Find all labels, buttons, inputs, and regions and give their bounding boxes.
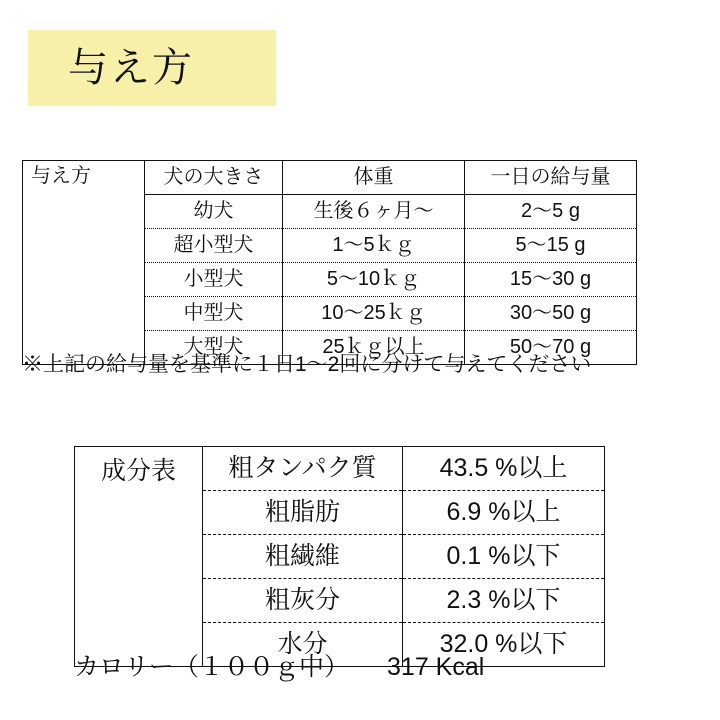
cell-size: 超小型犬	[145, 229, 283, 263]
header-amount: 一日の給与量	[465, 161, 637, 195]
cell-nutrient-value: 43.5 %以上	[439, 454, 568, 482]
cell-size: 中型犬	[145, 297, 283, 331]
cell-weight: 10〜25ｋｇ	[283, 297, 465, 331]
cell-nutrient-name: 粗脂肪	[203, 491, 403, 535]
cell-amount: 15〜30 g	[465, 263, 637, 297]
cell-size: 大型犬	[145, 331, 283, 365]
header-size: 犬の大きさ	[145, 161, 283, 195]
table-header-row	[23, 161, 637, 195]
cell-nutrient-value: 6.9 %以上	[403, 491, 605, 535]
page-title: 与え方	[68, 46, 194, 90]
cell-nutrient-value: 2.3 %以下	[403, 579, 605, 623]
cell-nutrient-name: 水分	[203, 623, 403, 667]
cell-nutrient-name: 粗繊維	[203, 535, 403, 579]
composition-table	[74, 446, 605, 667]
cell-amount: 2〜5 g	[521, 200, 580, 222]
table-row	[75, 447, 605, 491]
feeding-table-label: 与え方	[23, 161, 145, 365]
cell-nutrient-value: 0.1 %以下	[403, 535, 605, 579]
cell-nutrient-name: 粗タンパク質	[203, 447, 403, 491]
calorie-row	[74, 652, 634, 682]
cell-weight: 5〜10ｋｇ	[283, 263, 465, 297]
feeding-table	[22, 160, 637, 365]
composition-table-container	[74, 446, 604, 667]
composition-table-label: 成分表	[75, 447, 203, 667]
header-weight: 体重	[283, 161, 465, 195]
calorie-value: 317 Kcal	[387, 653, 485, 681]
feeding-note: ※上記の給与量を基準に１日1〜2回に分けて与えてください	[22, 353, 592, 376]
cell-nutrient-name: 粗灰分	[203, 579, 403, 623]
cell-weight: 1〜5ｋｇ	[283, 229, 465, 263]
cell-weight: 25ｋｇ以上	[283, 331, 465, 365]
cell-amount: 50〜70 g	[465, 331, 637, 365]
feeding-table-container	[22, 160, 636, 365]
cell-amount: 5〜15 g	[465, 229, 637, 263]
calorie-label: カロリー（１００ｇ中）	[74, 653, 350, 681]
cell-size: 小型犬	[145, 263, 283, 297]
cell-nutrient-value: 32.0 %以下	[403, 623, 605, 667]
cell-size: 幼犬	[145, 195, 283, 229]
cell-amount: 30〜50 g	[465, 297, 637, 331]
cell-weight: 生後６ヶ月〜	[283, 195, 465, 229]
